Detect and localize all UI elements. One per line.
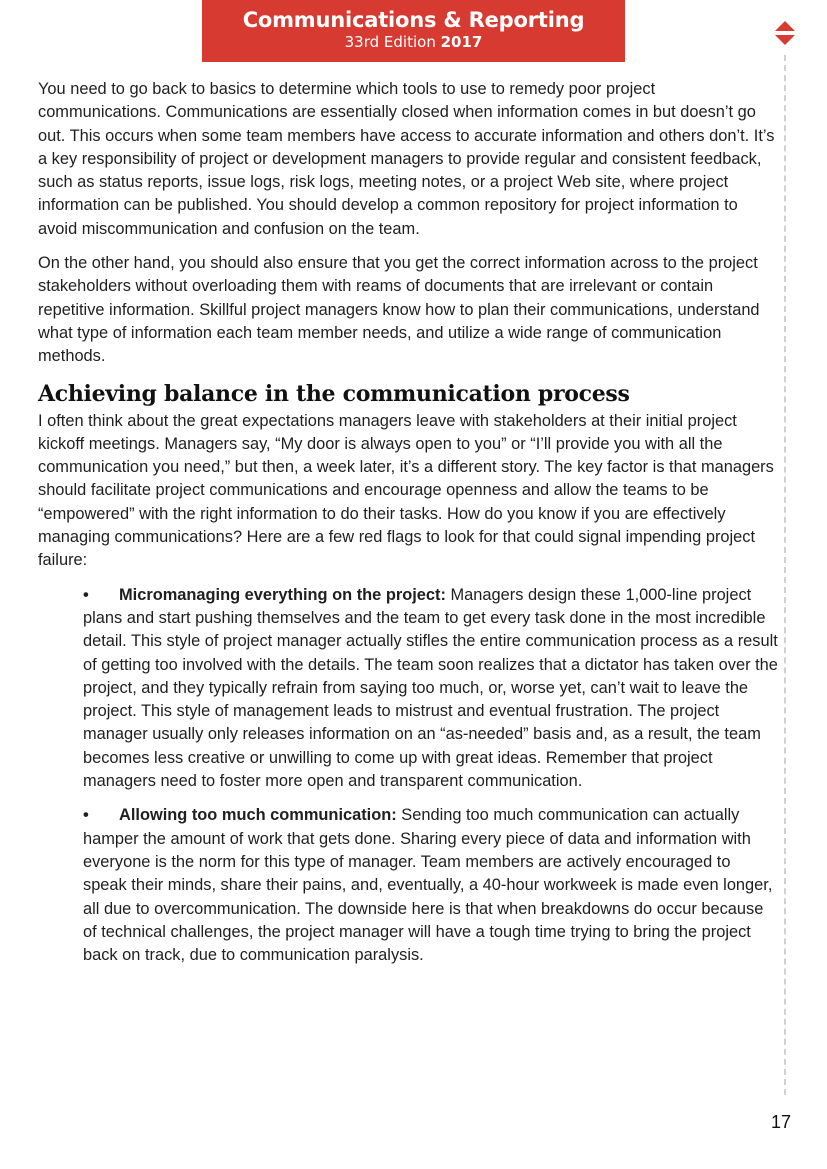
bullet-icon: •: [83, 585, 89, 604]
edition-label: 33rd Edition: [344, 33, 436, 51]
page-margin-rule: [784, 55, 786, 1095]
book-title: Communications & Reporting: [242, 8, 585, 32]
section-intro: I often think about the great expectations managers leave with stakeholders at their initial project kickoff meetings. Managers say, “My door is always open to you” or “I’ll provide you with all the communication you need,” but then, a week later, it’s a different story. The key factor is that managers should facilitate project communications and encourage openness and allow the teams to be “empowered” with the right information to do their tasks. How do you know if you are effectively managing communications? Here are a few red flags to look for that could signal impending project failure:: [38, 411, 774, 570]
bullet-lead: Allowing too much communication:: [119, 806, 397, 825]
section-heading: Achieving balance in the communication process: [38, 380, 630, 407]
list-item: [83, 804, 778, 967]
bullet-icon: •: [83, 806, 89, 825]
list-item: [83, 584, 778, 794]
bullet-text: Managers design these 1,000-line project plans and start pushing themselves and the team to get every task done in the most incredible detail. This style of project manager actually stifles the entire communication process as a result of getting too involved with the details. The team soon realizes that a dictator has taken over the project, and they typically refrain from saying too much, or, worse yet, can’t wait to leave the project. This style of management leads to mistrust and eventual frustration. The project manager usually only releases information on an “as-needed” basis and, as a result, the team becomes less creative or unwilling to come up with great ideas. Remember that project managers need to foster more open and transparent communication.: [83, 585, 778, 791]
paragraph: On the other hand, you should also ensure that you get the correct information across to the project stakeholders without overloading them with reams of documents that are irrelevant or contain repetitive information. Skillful project managers know how to plan their communications, understand what type of information each team member needs, and utilize a wide range of communication methods.: [38, 254, 760, 366]
page-number: 17: [771, 1112, 792, 1132]
page-content: [38, 78, 778, 978]
header-banner: [202, 0, 625, 62]
bullet-text: Sending too much communication can actually hamper the amount of work that gets done. Sharing every piece of data and information with everyone is the norm for this type of manager. Team members are actively encouraged to speak their minds, share their pains, and, eventually, a 40-hour workweek is made even longer, all due to overcommunication. The downside here is that when breakdowns do occur because of technical challenges, the project manager will have a tough time trying to bring the project back on track, due to communication paralysis.: [83, 806, 773, 965]
red-flags-list: [38, 584, 778, 968]
bullet-lead: Micromanaging everything on the project:: [119, 585, 446, 604]
edition-line: [202, 32, 625, 52]
paragraph: You need to go back to basics to determine which tools to use to remedy poor project communications. Communications are essentially closed when information comes in but doesn’t go out. This occurs when some team members have access to accurate information and others don’t. It’s a key responsibility of project or development managers to provide regular and consistent feedback, such as status reports, issue logs, risk logs, meeting notes, or a project Web site, where project information can be published. You should develop a common repository for project information to avoid miscommunication and confusion on the team.: [38, 80, 775, 238]
edition-year: 2017: [440, 33, 483, 51]
diamond-up-down-icon[interactable]: [775, 21, 795, 45]
